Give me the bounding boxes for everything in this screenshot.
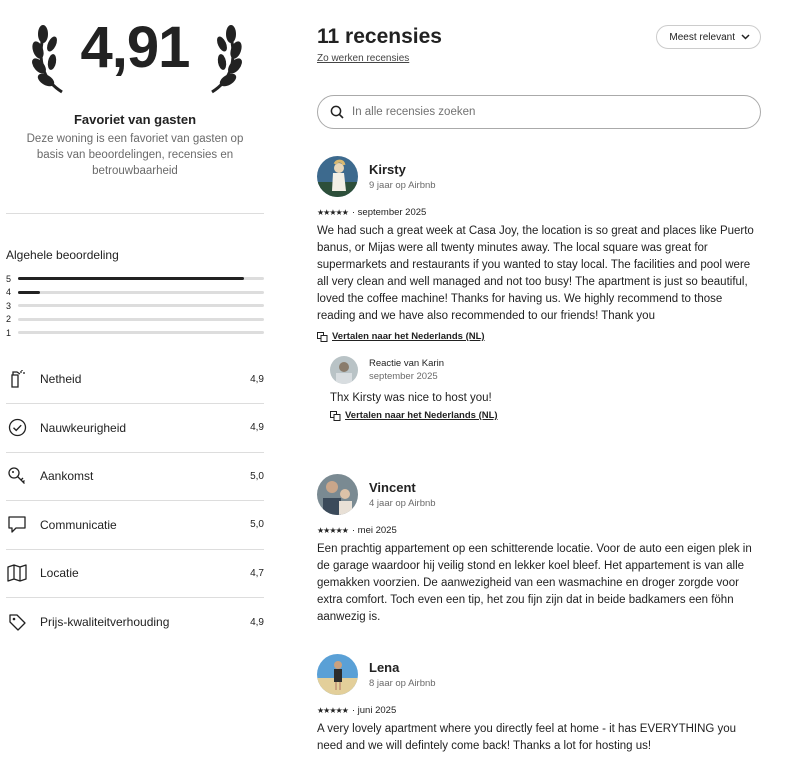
guest-favorite-description: Deze woning is een favoriet van gasten op basis van beoordelingen, recensies en betrouwbaarheid xyxy=(26,133,244,177)
review-text: We had such a great week at Casa Joy, the location is so great and places like Puerto banus, or Mijas were all twenty minutes away. The local square was great for supermarkets and restaurants if you wanted to stay local. The facilities and pool were all very clean and well managed and not too busy! The apartment is just so beautiful, loved the coffee machine! Thanks for having us. We highly recommend to those reading and we have also recommended to our friends! Thank you xyxy=(317,225,754,322)
reviewer-tenure: 8 jaar op Airbnb xyxy=(369,678,436,689)
search-icon xyxy=(330,105,344,119)
translate-link[interactable] xyxy=(317,331,761,342)
distribution-track xyxy=(18,318,264,321)
translate-link[interactable] xyxy=(330,410,761,421)
review-date: · september 2025 xyxy=(351,207,427,218)
search-placeholder: In alle recensies zoeken xyxy=(352,106,476,118)
rating-summary xyxy=(6,0,264,647)
distribution-fill xyxy=(18,277,244,280)
reviews-count: 11 recensies xyxy=(317,25,442,48)
reply-author: Reactie van Karin xyxy=(369,358,444,369)
guest-favorite-title: Favoriet van gasten xyxy=(73,112,197,127)
reviewer-name: Vincent xyxy=(369,480,416,495)
distribution-row xyxy=(6,286,264,300)
distribution-fill xyxy=(18,291,40,294)
divider xyxy=(6,213,264,214)
distribution-row xyxy=(6,299,264,313)
host-avatar[interactable] xyxy=(330,356,358,384)
category-communication xyxy=(6,501,264,550)
review-item xyxy=(317,474,761,626)
avatar[interactable] xyxy=(317,156,358,197)
overall-score: 4,91 xyxy=(80,15,190,80)
distribution-track xyxy=(18,277,264,280)
review-header xyxy=(317,654,761,695)
distribution-label: 3 xyxy=(6,300,12,311)
review-text: A very lovely apartment where you directly feel at home - it has EVERYTHING you need and we will defintely come back! Thanks a lot for hosting us! xyxy=(317,723,737,752)
distribution-row xyxy=(6,326,264,340)
distribution-track xyxy=(18,331,264,334)
reviewer-tenure: 9 jaar op Airbnb xyxy=(369,180,436,191)
reviews-panel xyxy=(317,0,761,752)
distribution-row xyxy=(6,272,264,286)
check-circle-icon xyxy=(6,417,28,439)
category-label: Prijs-kwaliteitverhouding xyxy=(40,615,170,630)
reply-date: september 2025 xyxy=(369,371,438,382)
key-icon xyxy=(6,465,28,487)
category-cleanliness xyxy=(6,356,264,405)
translate-label: Vertalen naar het Nederlands (NL) xyxy=(332,331,485,342)
distribution-label: 1 xyxy=(6,327,12,338)
rating-hero xyxy=(6,0,264,100)
host-reply xyxy=(330,356,761,421)
how-reviews-work-link[interactable]: Zo werken recensies xyxy=(317,53,410,64)
category-score: 4,9 xyxy=(250,422,264,434)
laurel-right-icon xyxy=(202,22,242,94)
sort-label: Meest relevant xyxy=(669,31,735,43)
star-rating: ★★★★★ xyxy=(317,526,348,535)
reviewer-tenure: 4 jaar op Airbnb xyxy=(369,498,436,509)
category-location xyxy=(6,550,264,599)
category-accuracy xyxy=(6,404,264,453)
tag-icon xyxy=(6,611,28,633)
review-rating xyxy=(317,525,761,536)
category-value xyxy=(6,598,264,647)
review-text: Een prachtig appartement op een schitterende locatie. Voor de auto een eigen plek in de garage waardoor hij veilig stond en lekker koel bleef. Het appartement is van alle gemakken voorzien. De aanwezigheid van een wasmachine en droger zorgde voor extra comfort. Toch even een tip, het zou fijn zijn dat in beide badkamers een föhn aanwezig is. xyxy=(317,543,752,623)
review-item xyxy=(317,654,761,755)
category-score: 4,7 xyxy=(250,567,264,579)
category-score: 4,9 xyxy=(250,373,264,385)
distribution-label: 2 xyxy=(6,314,12,325)
translate-icon xyxy=(317,332,328,342)
distribution-track xyxy=(18,304,264,307)
star-rating: ★★★★★ xyxy=(317,706,348,715)
review-rating xyxy=(317,705,761,716)
translate-label: Vertalen naar het Nederlands (NL) xyxy=(345,410,498,421)
translate-icon xyxy=(330,411,341,421)
rating-distribution xyxy=(6,272,264,340)
category-label: Aankomst xyxy=(40,469,94,484)
category-label: Locatie xyxy=(40,566,79,581)
review-item xyxy=(317,156,761,421)
review-date: · juni 2025 xyxy=(351,705,397,716)
category-label: Communicatie xyxy=(40,517,117,532)
star-rating: ★★★★★ xyxy=(317,208,348,217)
review-header xyxy=(317,474,761,515)
category-score: 5,0 xyxy=(250,519,264,531)
distribution-label: 5 xyxy=(6,273,12,284)
reviews-search-input[interactable] xyxy=(317,95,761,129)
distribution-label: 4 xyxy=(6,287,12,298)
reviews-header xyxy=(317,0,761,70)
spray-icon xyxy=(6,368,28,390)
category-label: Nauwkeurigheid xyxy=(40,420,127,435)
category-label: Netheid xyxy=(40,372,82,387)
review-rating xyxy=(317,207,761,218)
sort-dropdown[interactable] xyxy=(656,25,761,49)
category-ratings xyxy=(6,356,264,647)
reviewer-name: Lena xyxy=(369,660,400,675)
review-header xyxy=(317,156,761,197)
overall-rating-title: Algehele beoordeling xyxy=(6,248,119,262)
chevron-down-icon xyxy=(741,34,750,40)
reviewer-name: Kirsty xyxy=(369,162,406,177)
category-check-in xyxy=(6,453,264,502)
review-date: · mei 2025 xyxy=(351,525,397,536)
distribution-row xyxy=(6,313,264,327)
reply-text: Thx Kirsty was nice to host you! xyxy=(330,392,492,404)
map-icon xyxy=(6,562,28,584)
distribution-track xyxy=(18,291,264,294)
avatar[interactable] xyxy=(317,474,358,515)
chat-bubble-icon xyxy=(6,514,28,536)
avatar[interactable] xyxy=(317,654,358,695)
category-score: 4,9 xyxy=(250,616,264,628)
category-score: 5,0 xyxy=(250,470,264,482)
